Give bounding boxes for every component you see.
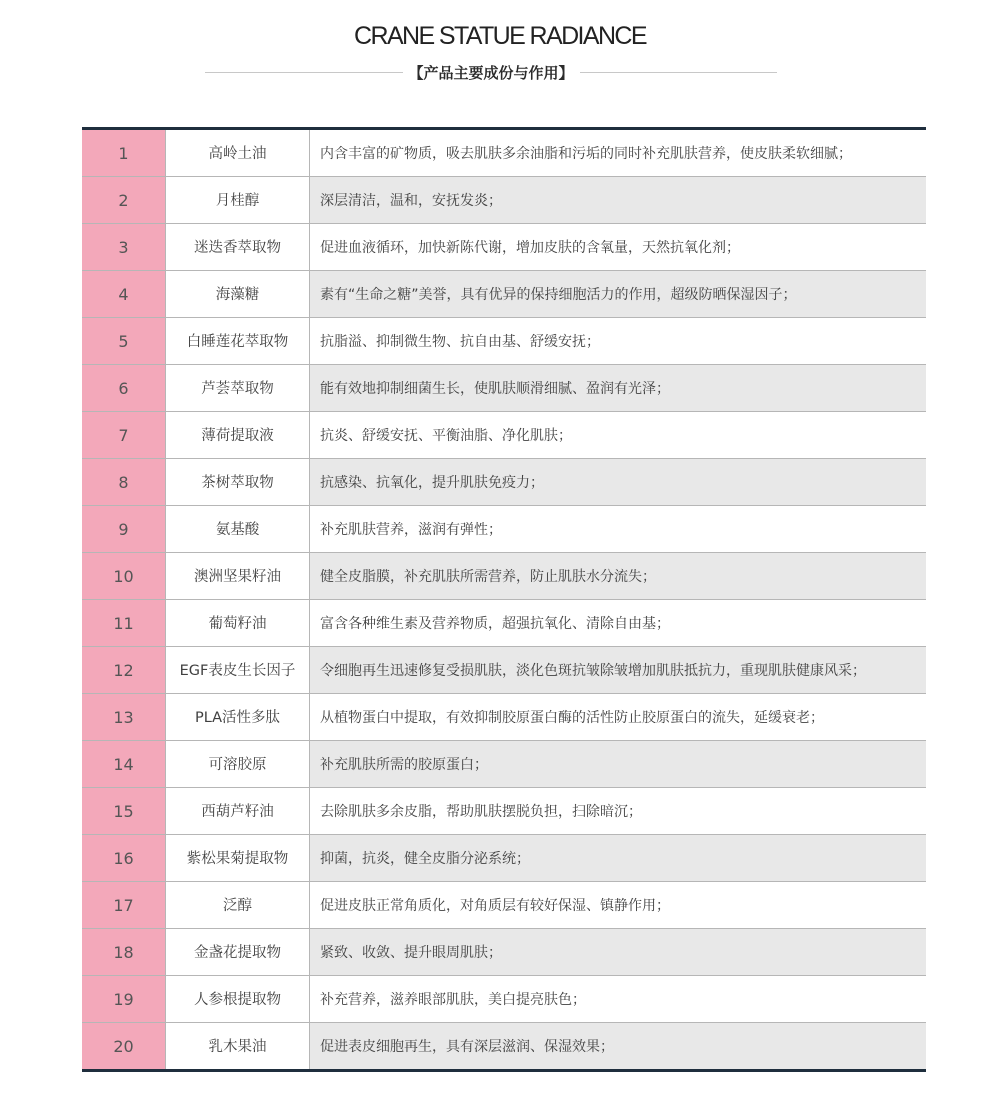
ingredient-effect: 深层清洁，温和，安抚发炎； <box>310 177 926 223</box>
table-row <box>82 177 926 224</box>
ingredient-name: 迷迭香萃取物 <box>166 224 310 270</box>
ingredient-name: 葡萄籽油 <box>166 600 310 646</box>
ingredient-number: 11 <box>82 600 166 646</box>
ingredient-effect: 促进血液循环，加快新陈代谢，增加皮肤的含氧量，天然抗氧化剂； <box>310 224 926 270</box>
ingredient-effect: 抗感染、抗氧化，提升肌肤免疫力； <box>310 459 926 505</box>
ingredient-effect: 富含各种维生素及营养物质，超强抗氧化、清除自由基； <box>310 600 926 646</box>
ingredient-number: 15 <box>82 788 166 834</box>
table-row <box>82 976 926 1023</box>
divider-right <box>580 72 778 73</box>
ingredient-effect: 抑菌，抗炎，健全皮脂分泌系统； <box>310 835 926 881</box>
ingredient-name: 紫松果菊提取物 <box>166 835 310 881</box>
table-row <box>82 459 926 506</box>
ingredient-effect: 补充肌肤所需的胶原蛋白； <box>310 741 926 787</box>
table-row <box>82 412 926 459</box>
ingredient-number: 13 <box>82 694 166 740</box>
table-row <box>82 1023 926 1069</box>
ingredient-effect: 令细胞再生迅速修复受损肌肤，淡化色斑抗皱除皱增加肌肤抵抗力，重现肌肤健康风采； <box>310 647 926 693</box>
ingredient-name: 茶树萃取物 <box>166 459 310 505</box>
ingredient-number: 7 <box>82 412 166 458</box>
ingredient-name: 泛醇 <box>166 882 310 928</box>
table-row <box>82 318 926 365</box>
ingredient-effect: 去除肌肤多余皮脂，帮助肌肤摆脱负担，扫除暗沉； <box>310 788 926 834</box>
table-row <box>82 882 926 929</box>
ingredient-name: 可溶胶原 <box>166 741 310 787</box>
ingredient-effect: 紧致、收敛、提升眼周肌肤； <box>310 929 926 975</box>
ingredient-effect: 内含丰富的矿物质，吸去肌肤多余油脂和污垢的同时补充肌肤营养，使皮肤柔软细腻； <box>310 130 926 176</box>
ingredient-name: 乳木果油 <box>166 1023 310 1069</box>
table-row <box>82 600 926 647</box>
ingredient-name: 芦荟萃取物 <box>166 365 310 411</box>
ingredient-effect: 抗炎、舒缓安抚、平衡油脂、净化肌肤； <box>310 412 926 458</box>
ingredient-number: 3 <box>82 224 166 270</box>
table-row <box>82 694 926 741</box>
table-row <box>82 365 926 412</box>
ingredient-effect: 补充肌肤营养，滋润有弹性； <box>310 506 926 552</box>
ingredient-name: 白睡莲花萃取物 <box>166 318 310 364</box>
ingredient-effect: 促进皮肤正常角质化，对角质层有较好保湿、镇静作用； <box>310 882 926 928</box>
ingredient-number: 4 <box>82 271 166 317</box>
ingredient-number: 18 <box>82 929 166 975</box>
table-row <box>82 741 926 788</box>
ingredient-effect: 能有效地抑制细菌生长，使肌肤顺滑细腻、盈润有光泽； <box>310 365 926 411</box>
table-row <box>82 788 926 835</box>
table-row <box>82 224 926 271</box>
ingredient-effect: 抗脂溢、抑制微生物、抗自由基、舒缓安抚； <box>310 318 926 364</box>
table-row <box>82 506 926 553</box>
ingredient-effect: 补充营养，滋养眼部肌肤，美白提亮肤色； <box>310 976 926 1022</box>
ingredient-name: EGF表皮生长因子 <box>166 647 310 693</box>
ingredients-table <box>82 127 926 1072</box>
ingredient-number: 9 <box>82 506 166 552</box>
table-row <box>82 647 926 694</box>
ingredient-number: 20 <box>82 1023 166 1069</box>
ingredient-name: 西葫芦籽油 <box>166 788 310 834</box>
ingredient-number: 8 <box>82 459 166 505</box>
ingredient-number: 2 <box>82 177 166 223</box>
ingredient-name: 人参根提取物 <box>166 976 310 1022</box>
table-row <box>82 130 926 177</box>
ingredient-name: 海藻糖 <box>166 271 310 317</box>
ingredient-name: PLA活性多肽 <box>166 694 310 740</box>
subtitle-row <box>205 60 777 84</box>
ingredient-number: 17 <box>82 882 166 928</box>
ingredient-number: 16 <box>82 835 166 881</box>
ingredient-name: 月桂醇 <box>166 177 310 223</box>
table-row <box>82 929 926 976</box>
page-title: CRANE STATUE RADIANCE <box>354 22 646 50</box>
ingredient-name: 高岭土油 <box>166 130 310 176</box>
ingredient-number: 1 <box>82 130 166 176</box>
ingredient-effect: 从植物蛋白中提取，有效抑制胶原蛋白酶的活性防止胶原蛋白的流失，延缓衰老； <box>310 694 926 740</box>
table-row <box>82 271 926 318</box>
table-row <box>82 553 926 600</box>
ingredient-number: 19 <box>82 976 166 1022</box>
ingredient-number: 6 <box>82 365 166 411</box>
ingredient-number: 14 <box>82 741 166 787</box>
ingredient-number: 12 <box>82 647 166 693</box>
ingredient-effect: 素有“生命之糖”美誉，具有优异的保持细胞活力的作用，超级防晒保湿因子； <box>310 271 926 317</box>
ingredient-name: 氨基酸 <box>166 506 310 552</box>
ingredient-name: 澳洲坚果籽油 <box>166 553 310 599</box>
divider-left <box>205 72 403 73</box>
ingredient-number: 5 <box>82 318 166 364</box>
ingredient-number: 10 <box>82 553 166 599</box>
ingredient-name: 薄荷提取液 <box>166 412 310 458</box>
section-subtitle: 【产品主要成份与作用】 <box>408 63 574 82</box>
table-row <box>82 835 926 882</box>
ingredient-name: 金盏花提取物 <box>166 929 310 975</box>
ingredient-effect: 健全皮脂膜，补充肌肤所需营养，防止肌肤水分流失； <box>310 553 926 599</box>
ingredient-effect: 促进表皮细胞再生，具有深层滋润、保湿效果； <box>310 1023 926 1069</box>
